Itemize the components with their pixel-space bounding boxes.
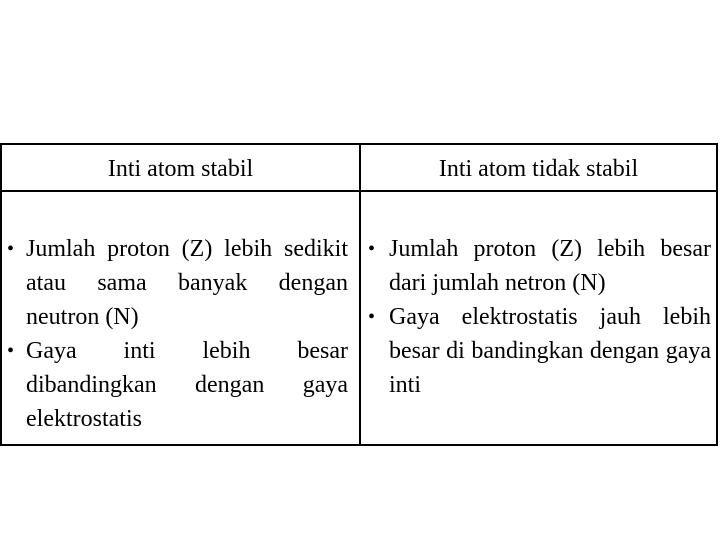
unstable-item-text: Jumlah proton (Z) lebih besar dari jumlah netron (N) [389, 236, 711, 296]
bullet-icon: • [368, 238, 376, 260]
stable-item-text: Jumlah proton (Z) lebih sedikit atau sama banyak dengan neutron (N) [26, 236, 348, 330]
list-item [366, 300, 711, 402]
header-stable: Inti atom stabil [2, 145, 361, 190]
bullet-icon: • [7, 238, 15, 260]
unstable-list [366, 232, 711, 402]
table-header-row [2, 145, 716, 192]
list-item [7, 232, 348, 334]
stable-list [7, 232, 348, 436]
stability-comparison-table [0, 143, 718, 446]
bullet-icon: • [368, 306, 376, 328]
unstable-cell [361, 192, 716, 444]
unstable-item-text: Gaya elektrostatis jauh lebih besar di bandingkan dengan gaya inti [389, 304, 711, 398]
header-unstable: Inti atom tidak stabil [438, 155, 639, 182]
table-body-row [2, 192, 716, 444]
bullet-icon: • [7, 340, 15, 362]
stable-item-text: Gaya inti lebih besar dibandingkan dengan gaya elektrostatis [26, 338, 348, 432]
stable-cell [2, 192, 361, 444]
list-item [7, 334, 348, 436]
list-item [366, 232, 711, 300]
